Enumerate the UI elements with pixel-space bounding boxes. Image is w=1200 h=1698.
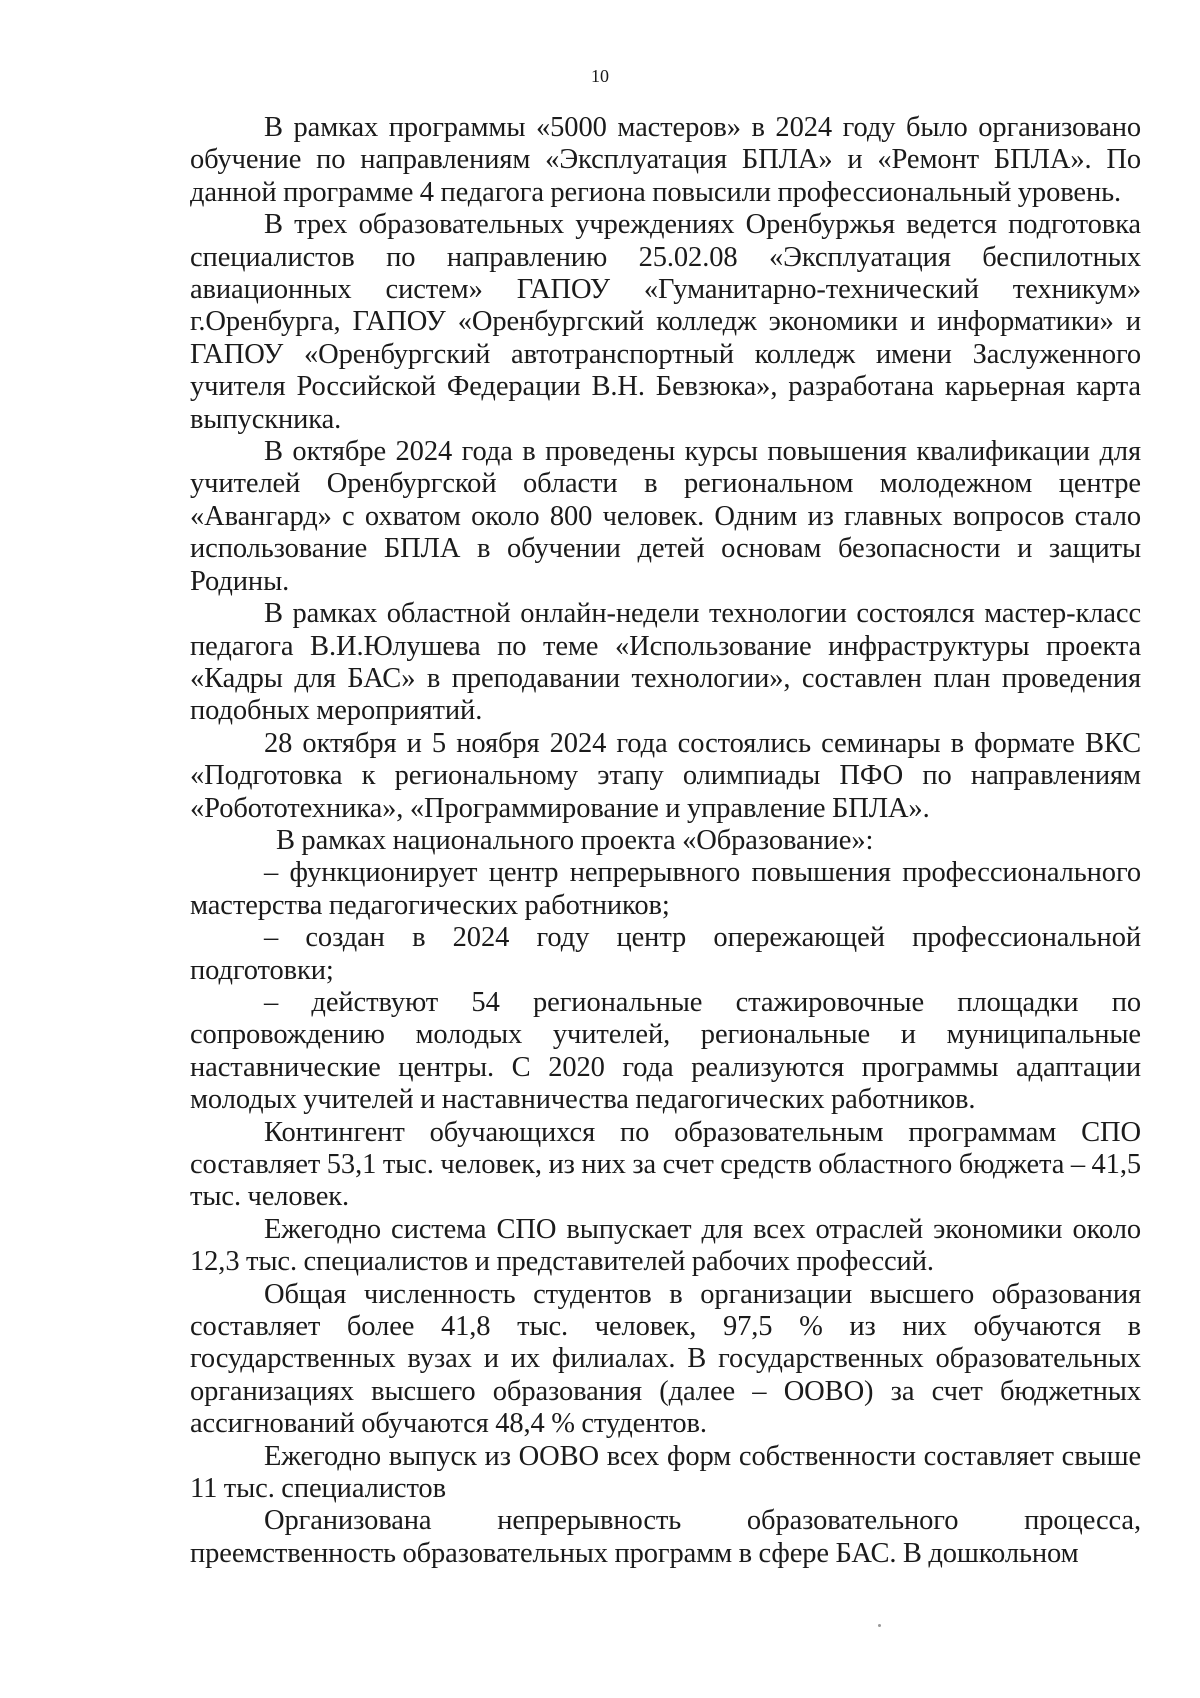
list-item: – создан в 2024 году центр опережающей профессиональной подготовки; xyxy=(190,922,1141,986)
paragraph-5000-masters: В рамках программы «5000 мастеров» в 2024 году было организовано обучение по направлениям «Эксплуатация БПЛА» и «Ремонт БПЛА». По данной программе 4 педагога региона повысили профессиональный уровень. xyxy=(190,112,1141,208)
paragraph-online-week: В рамках областной онлайн-недели технологии состоялся мастер-класс педагога В.И.Юлушева по теме «Использование инфраструктуры проекта «Кадры для БАС» в преподавании технологии», составлен план проведения подобных мероприятий. xyxy=(190,598,1141,727)
paragraph-higher-education: Общая численность студентов в организации высшего образования составляет более 41,8 тыс. человек, 97,5 % из них обучаются в государственных вузах и их филиалах. В государственных образовательных организациях высшего образования (далее – ООВО) за счет бюджетных ассигнований обучаются 48,4 % студентов. xyxy=(190,1278,1141,1440)
paragraph-oovo-graduates: Ежегодно выпуск из ООВО всех форм собственности составляет свыше 11 тыс. специалистов xyxy=(190,1440,1141,1505)
paragraph-vks-seminars: 28 октября и 5 ноября 2024 года состоялись семинары в формате ВКС «Подготовка к региональному этапу олимпиады ПФО по направлениям «Робототехника», «Программирование и управление БПЛА». xyxy=(190,727,1141,824)
document-body xyxy=(190,112,1141,1570)
paragraph-spo-contingent: Контингент обучающихся по образовательным программам СПО составляет 53,1 тыс. человек, из них за счет средств областного бюджета – 41,5 тыс. человек. xyxy=(190,1116,1141,1213)
list-item: – действуют 54 региональные стажировочные площадки по сопровождению молодых учителей, региональные и муниципальные наставнические центры. С 2020 года реализуются программы адаптации молодых учителей и наставничества педагогических работников. xyxy=(190,986,1141,1116)
paragraph-october-courses: В октябре 2024 года в проведены курсы повышения квалификации для учителей Оренбургской области в региональном молодежном центре «Авангард» с охватом около 800 человек. Одним из главных вопросов стало использование БПЛА в обучении детей основам безопасности и защиты Родины. xyxy=(190,436,1141,597)
paragraph-national-project: В рамках национального проекта «Образование»: xyxy=(276,824,874,856)
paragraph-spo-graduates: Ежегодно система СПО выпускает для всех отраслей экономики около 12,3 тыс. специалистов и представителей рабочих профессий. xyxy=(190,1213,1141,1278)
paragraph-three-institutions: В трех образовательных учреждениях Оренбуржья ведется подготовка специалистов по направлению 25.02.08 «Эксплуатация беспилотных авиационных систем» ГАПОУ «Гуманитарно-технический техникум» г.Оренбурга, ГАПОУ «Оренбургский колледж экономики и информатики» и ГАПОУ «Оренбургский автотранспортный колледж имени Заслуженного учителя Российской Федерации В.Н. Бевзюка», разработана карьерная карта выпускника. xyxy=(190,209,1141,435)
scan-speck xyxy=(878,1624,881,1627)
list-item: – функционирует центр непрерывного повышения профессионального мастерства педагогических работников; xyxy=(190,857,1141,921)
paragraph-continuity: Организована непрерывность образовательного процесса, преемственность образовательных программ в сфере БАС. В дошкольном xyxy=(190,1505,1141,1569)
page-number: 10 xyxy=(591,66,609,86)
